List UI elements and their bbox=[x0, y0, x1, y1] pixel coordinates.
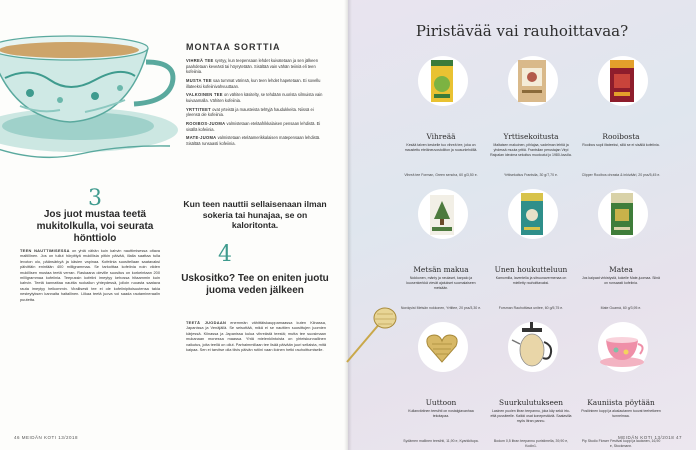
sort-item: MUSTA TEE saa tummat värinsä, kun teen lehdet hapetetaan. Ei sovellu illateeksi kofeiinivahvuuttaan. bbox=[186, 77, 321, 89]
product-price: Forsman Rauhoittava unitee, 60 g/5,75 e. bbox=[498, 306, 564, 310]
sort-item: VALKOINEN TEE on vähiten käsitelty, se tehdään nuorista silmuista vain kuivaamalla. Vähiten kofeiinia. bbox=[186, 92, 323, 103]
product-desc: Jos kaipaat virkistystä, kokeile Mate-juomaa. Siinä on runsaasti kofeiinia. bbox=[581, 276, 660, 285]
product-card-cup bbox=[576, 316, 666, 446]
product-name: Unen houkutteluun bbox=[494, 265, 568, 274]
product-price: Yrttisekoitus Frantsila, 30 g/7,70 e. bbox=[504, 173, 558, 177]
product-price: Mate Guamá, 60 g/3,95 e. bbox=[600, 306, 642, 310]
sort-item: ROOIBOS-JUOMA valmistetaan eteläafrikkalaisen pensaan lehdistä. Ei sisällä kofeiinia. bbox=[186, 121, 321, 132]
herbal-tea-bag-icon bbox=[516, 58, 548, 104]
sleep-tea-box-icon bbox=[519, 191, 545, 237]
pullquote: Kun teen nauttii sellaisenaan ilman sokeria tai hunajaa, se on kaloritonta. bbox=[183, 199, 327, 230]
sort-item: YRTTITEET ovat yrteistä ja mausteista tehtyjä haudukkeita. Niissä ei yleensä ole kofeiinia. bbox=[186, 106, 314, 118]
heading-3: Jos juot mustaa teetä mukitolkulla, voi seurata hönttiolo bbox=[36, 209, 154, 244]
page-title: Piristävää vai rauhoittavaa? bbox=[415, 22, 629, 40]
mate-package-icon bbox=[609, 191, 635, 237]
product-desc: Posliininen kuppi ja aluslautanen tuovat teehetkeen tunnelmaa. bbox=[581, 409, 661, 418]
product-card-forest bbox=[396, 183, 486, 313]
product-card-rooibos bbox=[576, 50, 666, 180]
green-tea-package-icon bbox=[429, 60, 455, 104]
sort-item: MATE-JUOMA valmistetaan eteläamerikkalaisen matepensaan lehdistä. Sisältää runsaasti kofeiinia. bbox=[186, 135, 321, 147]
product-name: Vihreää bbox=[426, 132, 456, 141]
product-grid bbox=[396, 50, 666, 448]
heading-4: Uskositko? Tee on eniten juotu juoma veden jälkeen bbox=[181, 273, 329, 296]
product-card-mate bbox=[576, 183, 666, 313]
product-price: Nordqvist Metsän nokkonen, Yrttitee, 20 pss/3,30 e. bbox=[400, 306, 482, 310]
folio-right: MEIDÄN KOTI 13/2018 47 bbox=[617, 435, 682, 440]
section-number-3: 3 bbox=[88, 186, 102, 211]
product-desc: Lasinen puolen litran teepannu, joka käy sekä irto- että pussiteelle. Kaikki osat konepestäviä. Saatavilla myös litran pannu. bbox=[490, 409, 572, 423]
product-price: Clipper Rooibos ohrasta & inkivääri, 20 pss/5,45 e. bbox=[581, 173, 661, 177]
forest-tea-box-icon bbox=[428, 193, 456, 237]
product-name: Metsän makua bbox=[413, 265, 469, 274]
product-desc: Kamomilla, laventelia ja sitruunavermenaa on mielletty rauhoittavaksi. bbox=[495, 276, 567, 285]
product-price: Sydämen mallinen teesihti, 11,90 e, Kyarkkitupa. bbox=[403, 439, 479, 443]
teacup-illustration bbox=[0, 18, 185, 168]
section-number-4: 4 bbox=[218, 242, 232, 267]
product-price: Vihreä tee Forman, Green sencha, 60 g/3,50 e. bbox=[404, 173, 478, 177]
product-desc: Maltaisen makuinen, pihlajaa, vadelman lehtiä ja yhdessä muuta yrttiä. Frantsilan perustajan Virpi Raipalan ideoima sekoitus muotoutui jo 1980-luvulla. bbox=[490, 143, 572, 157]
product-desc: Rooibos sopii iltateeksi, sillä se ei sisällä kofeiinia. bbox=[582, 143, 660, 147]
product-name: Matea bbox=[609, 265, 633, 274]
product-price: Pip Studio Flower Festival kuppi ja lautanen, 16,90 e, Stockmann. bbox=[581, 439, 661, 448]
rooibos-box-icon bbox=[608, 58, 636, 104]
product-desc: Kesää talven keskelle tuo vihreä tee, joka on maustettu eteläneuvostoliiton ja ruusunlehdillä. bbox=[404, 143, 478, 152]
product-name: Rooibosta bbox=[602, 132, 640, 141]
product-card-teapot bbox=[486, 316, 576, 446]
sorts-section-title: MONTAA SORTTIA bbox=[186, 42, 281, 52]
product-name: Kauniista pöytään bbox=[587, 398, 655, 407]
product-price: Bodum 0,5 litran teepannu puristimella, 39,90 e, Kodin1. bbox=[493, 439, 569, 448]
spoon-infuser-illustration bbox=[345, 300, 405, 370]
product-card-herbal-mix bbox=[486, 50, 576, 180]
product-card-green-tea bbox=[396, 50, 486, 180]
product-desc: Kullanväriinen teesihti on nostalgiavanhaa tekotapaa. bbox=[408, 409, 474, 418]
product-name: Yrttisekoitusta bbox=[503, 132, 559, 141]
body-text-4: TEETÄ JUODAAN enemmän vähittäiskauppamaassa kuten Kiinassa, Japanissa ja Venäjällä. Se seisottää, mikä ei se nauttien suosittujen juomien kärjessä. Kiinassa ja Japanissa kulua vihreästä teestä; mutta tee suosimaan mukanaan monessa maassa. Yhtä mielenkiintoista on yhteiskunnallinen vaikutus, joita teellä on ollut. Parhaimmillaan tee lisää päivään juuri sellaista, mitä kaipaa. Sen ei tarvitse olla tiivis päivän rutiini vaan iloinen hetki rauhoittumiselle. bbox=[186, 320, 326, 353]
flower-teacup-icon bbox=[598, 332, 646, 368]
product-name: Uuttoon bbox=[425, 398, 457, 407]
product-name: Suurkulutukseen bbox=[499, 398, 563, 407]
heart-infuser-icon bbox=[424, 330, 460, 366]
body-text-3: TEEN NAUTTIMISESSA on yhtä vähän kuin kahvin nauttimisessa oltava maltillinen. Jos on tullut hörpittyä mukillisia pitkin päivää, illalla saattaa tulla levoton olo, päänsärkyä ja käsien vapinaa. Kofeiinia suositellaan saatavaksi päivittäin enintään 400 milligrammaa. Se tarkoittaa kofeiinia noin viiden mukillisen mustaa teetä verran. Raskaana oleville suositus on korkeintaan 200 milligrammaa kofeiinia. Teepussin kofeiini imeytyy kehossa hitaammin kuin kahvin. Teetä kannattaa nauttia ruokailun yhteydessä, jolloin ruoasta saatava rauta imeytyy heikommin. Virallisesti tee ei ole kofeiinipitoisuutensa takia nesteytyksen kannalta haitallinen. Liikaa teetä juova voi saada rautamineraalin puutetta. bbox=[20, 248, 160, 302]
folio-left: 46 MEIDÄN KOTI 13/2018 bbox=[14, 435, 79, 440]
product-card-sleep bbox=[486, 183, 576, 313]
product-desc: Nokkonen, mänty ja neulaset, karpalo ja kuusenkerkkä vievät ajatukset suomalaiseen metsään. bbox=[406, 276, 476, 290]
sort-item: VIHREÄ TEE syntyy, kun teepensaan lehdet kuivatetaan ja sen jälkeen paahdetaan keveästi tai höyrytetään. Sisältää vain vähän teiiniä eli teen kofeiinia. bbox=[186, 58, 318, 75]
tea-sorts-list bbox=[186, 58, 326, 150]
product-card-infuser bbox=[396, 316, 486, 446]
spine-shadow bbox=[344, 0, 352, 450]
glass-teapot-icon bbox=[510, 322, 554, 372]
right-page bbox=[348, 0, 696, 450]
